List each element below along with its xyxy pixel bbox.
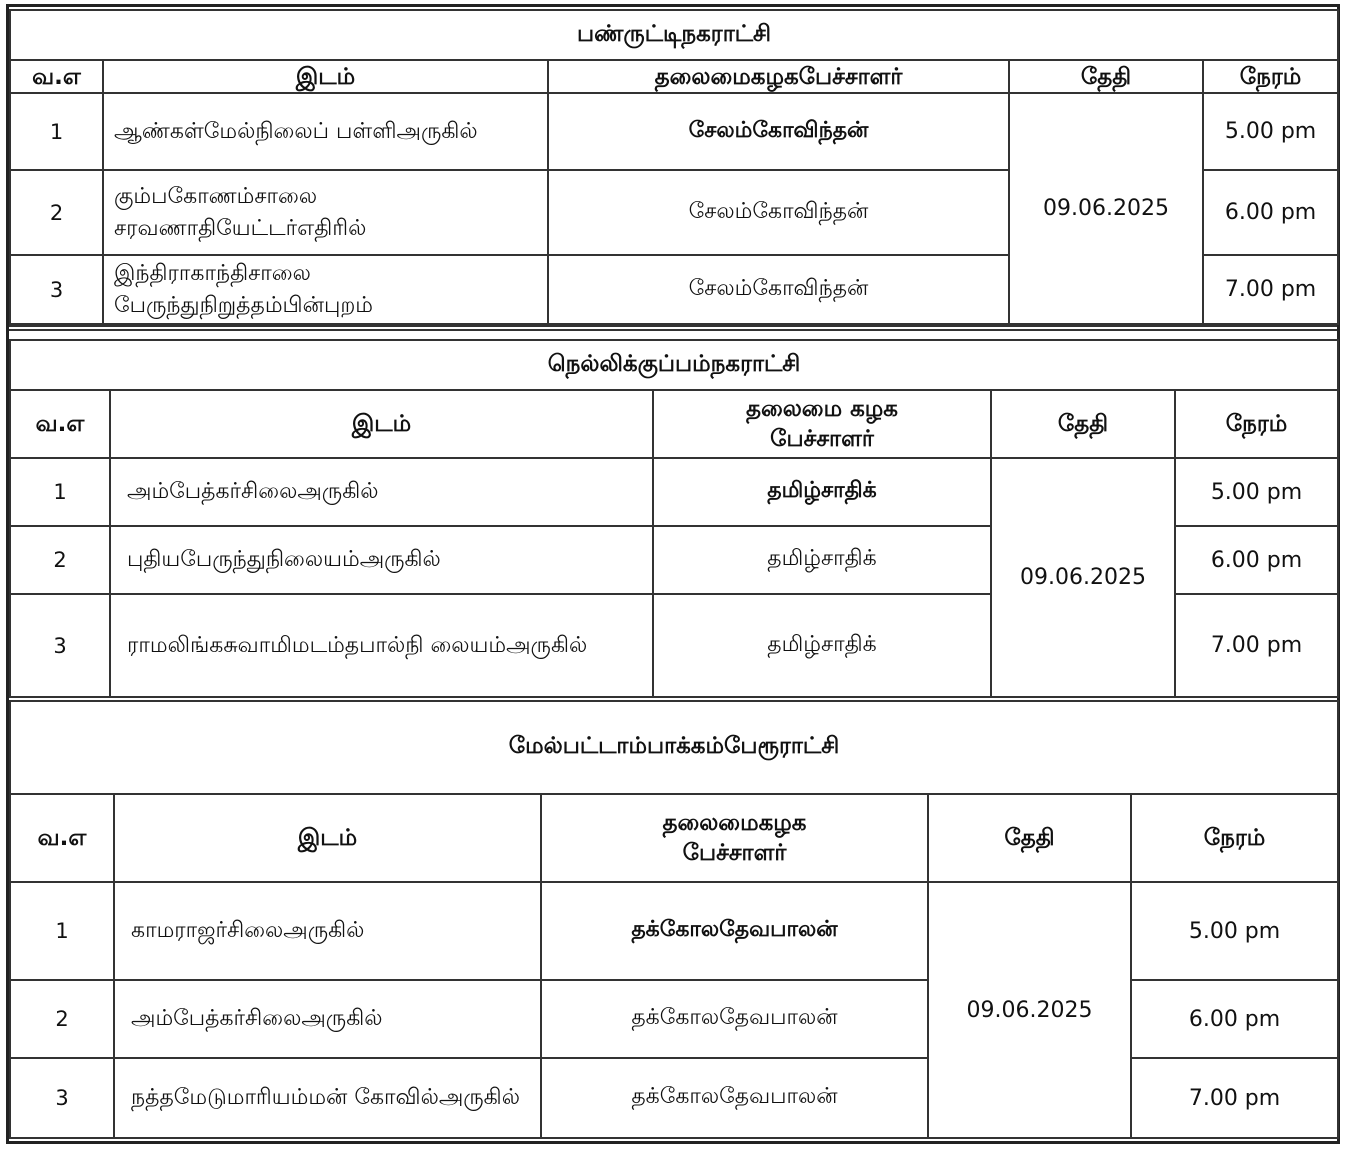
- row-sno: 3: [10, 255, 103, 324]
- row-place: ஆண்கள்மேல்நிலைப் பள்ளிஅருகில்: [103, 93, 548, 170]
- header-date: தேதி: [1009, 60, 1203, 93]
- header-time: நேரம்: [1131, 794, 1338, 882]
- row-place: கும்பகோணம்சாலை சரவணாதியேட்டர்எதிரில்: [103, 170, 548, 255]
- header-sno: வ.எ: [10, 60, 103, 93]
- row-sno: 2: [10, 980, 114, 1058]
- row-place: அம்பேத்கர்சிலைஅருகில்: [110, 458, 653, 526]
- header-sno: வ.எ: [10, 390, 110, 458]
- row-speaker: தமிழ்சாதிக்: [653, 594, 991, 697]
- row-time: 5.00 pm: [1175, 458, 1338, 526]
- table-row: [10, 458, 1338, 526]
- row-speaker: தமிழ்சாதிக்: [653, 458, 991, 526]
- row-speaker: சேலம்கோவிந்தன்: [548, 93, 1009, 170]
- row-time: 5.00 pm: [1203, 93, 1338, 170]
- row-place: புதியபேருந்துநிலையம்அருகில்: [110, 526, 653, 594]
- header-time: நேரம்: [1175, 390, 1338, 458]
- header-speaker: தலைமைகழக பேச்சாளர்: [541, 794, 928, 882]
- section-table-nellikuppam: [9, 339, 1339, 698]
- row-time: 7.00 pm: [1175, 594, 1338, 697]
- table-row: [10, 93, 1338, 170]
- section-divider: [9, 325, 1337, 331]
- header-sno: வ.எ: [10, 794, 114, 882]
- row-speaker: தக்கோலதேவபாலன்: [541, 1058, 928, 1138]
- section-title: பண்ருட்டிநகராட்சி: [10, 10, 1338, 60]
- row-speaker: சேலம்கோவிந்தன்: [548, 170, 1009, 255]
- row-place: ராமலிங்கசுவாமிமடம்தபால்நி லையம்அருகில்: [110, 594, 653, 697]
- row-sno: 1: [10, 458, 110, 526]
- row-time: 6.00 pm: [1203, 170, 1338, 255]
- section-table-panruti: [9, 9, 1339, 325]
- row-time: 7.00 pm: [1131, 1058, 1338, 1138]
- row-sno: 3: [10, 1058, 114, 1138]
- row-sno: 1: [10, 93, 103, 170]
- row-time: 5.00 pm: [1131, 882, 1338, 980]
- row-time: 6.00 pm: [1131, 980, 1338, 1058]
- table-row: [10, 1058, 1338, 1138]
- header-date: தேதி: [991, 390, 1175, 458]
- row-speaker: தக்கோலதேவபாலன்: [541, 980, 928, 1058]
- row-place: நத்தமேடுமாரியம்மன் கோவில்அருகில்: [114, 1058, 541, 1138]
- table-row: [10, 882, 1338, 980]
- row-time: 6.00 pm: [1175, 526, 1338, 594]
- row-date: 09.06.2025: [991, 458, 1175, 697]
- row-sno: 2: [10, 170, 103, 255]
- header-place: இடம்: [103, 60, 548, 93]
- header-speaker: தலைமை கழக பேச்சாளர்: [653, 390, 991, 458]
- section-table-melpattambakkam: [9, 700, 1339, 1139]
- row-speaker: தக்கோலதேவபாலன்: [541, 882, 928, 980]
- section-title: நெல்லிக்குப்பம்நகராட்சி: [10, 340, 1338, 390]
- header-place: இடம்: [114, 794, 541, 882]
- header-place: இடம்: [110, 390, 653, 458]
- row-place: இந்திராகாந்திசாலை பேருந்துநிறுத்தம்பின்புறம்: [103, 255, 548, 324]
- row-place: காமராஜர்சிலைஅருகில்: [114, 882, 541, 980]
- row-date: 09.06.2025: [928, 882, 1131, 1138]
- header-time: நேரம்: [1203, 60, 1338, 93]
- header-date: தேதி: [928, 794, 1131, 882]
- row-date: 09.06.2025: [1009, 93, 1203, 324]
- header-speaker: தலைமைகழகபேச்சாளர்: [548, 60, 1009, 93]
- row-speaker: தமிழ்சாதிக்: [653, 526, 991, 594]
- row-time: 7.00 pm: [1203, 255, 1338, 324]
- row-sno: 3: [10, 594, 110, 697]
- row-place: அம்பேத்கர்சிலைஅருகில்: [114, 980, 541, 1058]
- row-sno: 2: [10, 526, 110, 594]
- row-sno: 1: [10, 882, 114, 980]
- row-speaker: சேலம்கோவிந்தன்: [548, 255, 1009, 324]
- section-title: மேல்பட்டாம்பாக்கம்பேரூராட்சி: [10, 701, 1338, 794]
- table-row: [10, 980, 1338, 1058]
